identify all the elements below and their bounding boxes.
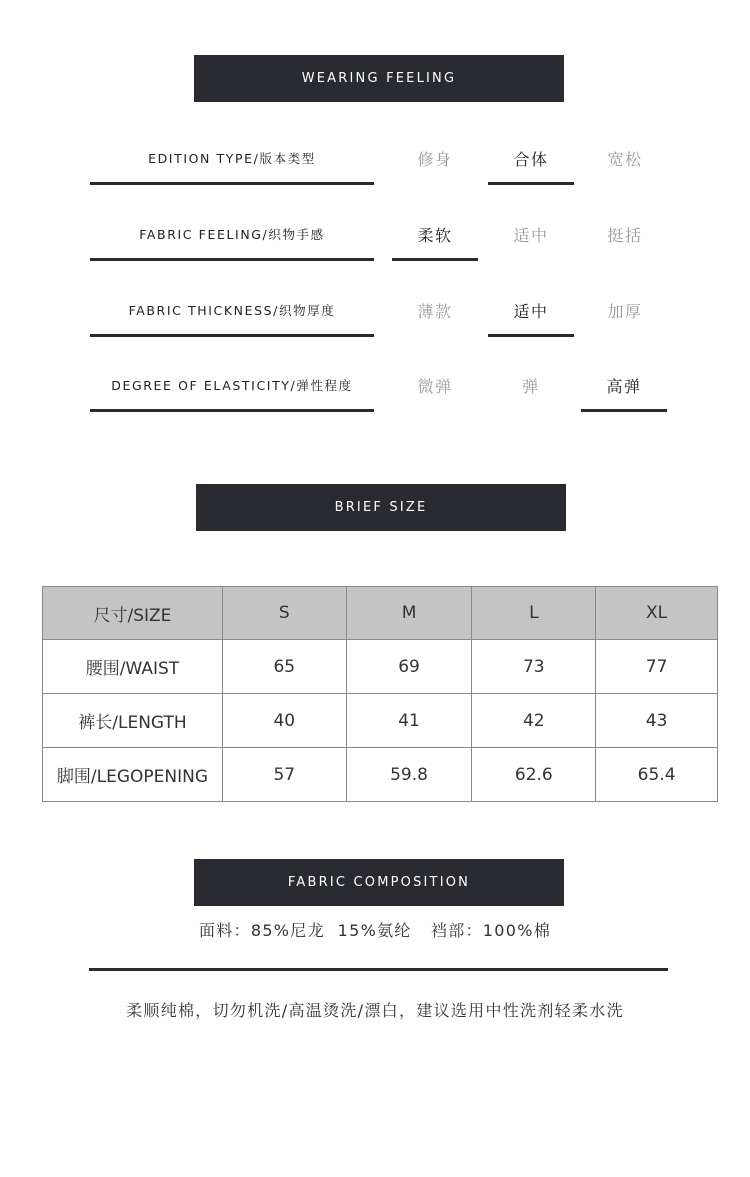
table-row [43,748,718,802]
brief-size-title: BRIEF SIZE [334,500,428,515]
divider [89,968,668,971]
wearing-feeling-title: WEARING FEELING [301,71,457,86]
size-row-label: 脚围/LEGOPENING [43,748,223,802]
edition-type-label: EDITION TYPE/版本类型 [90,134,374,185]
fabric-composition-banner [194,859,564,906]
size-row-label: 腰围/WAIST [43,640,223,694]
size-cell: 77 [596,640,718,694]
size-cell: 65.4 [596,748,718,802]
composition-text: 面料：85%尼龙 15%氨纶 裆部：100%棉 [198,921,552,940]
size-cell: 65 [222,640,346,694]
elasticity-row [0,361,750,421]
size-cell: 59.8 [346,748,472,802]
wearing-feeling-banner [194,55,564,102]
edition-type-row [0,134,750,194]
feeling-option-soft: 柔软 [392,210,478,261]
size-header-cell: 尺寸/SIZE [43,587,223,640]
edition-option-loose: 宽松 [607,149,643,169]
feeling-option-crisp: 挺括 [607,225,643,245]
care-instructions: 柔顺纯棉，切勿机洗/高温烫洗/漂白，建议选用中性洗剂轻柔水洗 [126,1001,624,1020]
edition-option-slim: 修身 [417,149,453,169]
size-header-cell: M [346,587,472,640]
fabric-feeling-row [0,210,750,270]
brief-size-banner [196,484,566,531]
fabric-thickness-row [0,286,750,346]
size-cell: 43 [596,694,718,748]
fabric-composition-title: FABRIC COMPOSITION [287,875,471,890]
thickness-option-medium: 适中 [488,286,574,337]
size-cell: 40 [222,694,346,748]
size-cell: 73 [472,640,596,694]
feeling-option-medium: 适中 [513,225,549,245]
size-header-cell: S [222,587,346,640]
size-cell: 62.6 [472,748,596,802]
size-row-label: 裤长/LENGTH [43,694,223,748]
fabric-thickness-label: FABRIC THICKNESS/织物厚度 [90,286,374,337]
size-cell: 57 [222,748,346,802]
elasticity-option-high: 高弹 [581,361,667,412]
size-cell: 42 [472,694,596,748]
thickness-option-thin: 薄款 [417,301,453,321]
elasticity-option-elastic: 弹 [522,376,540,396]
size-cell: 69 [346,640,472,694]
table-row [43,694,718,748]
fabric-feeling-label: FABRIC FEELING/织物手感 [90,210,374,261]
thickness-option-thick: 加厚 [607,301,643,321]
size-header-cell: XL [596,587,718,640]
size-table [42,586,718,802]
size-header-cell: L [472,587,596,640]
size-table-header-row [43,587,718,640]
edition-option-regular: 合体 [488,134,574,185]
table-row [43,640,718,694]
size-cell: 41 [346,694,472,748]
elasticity-label: DEGREE OF ELASTICITY/弹性程度 [90,361,374,412]
elasticity-option-slight: 微弹 [417,376,453,396]
